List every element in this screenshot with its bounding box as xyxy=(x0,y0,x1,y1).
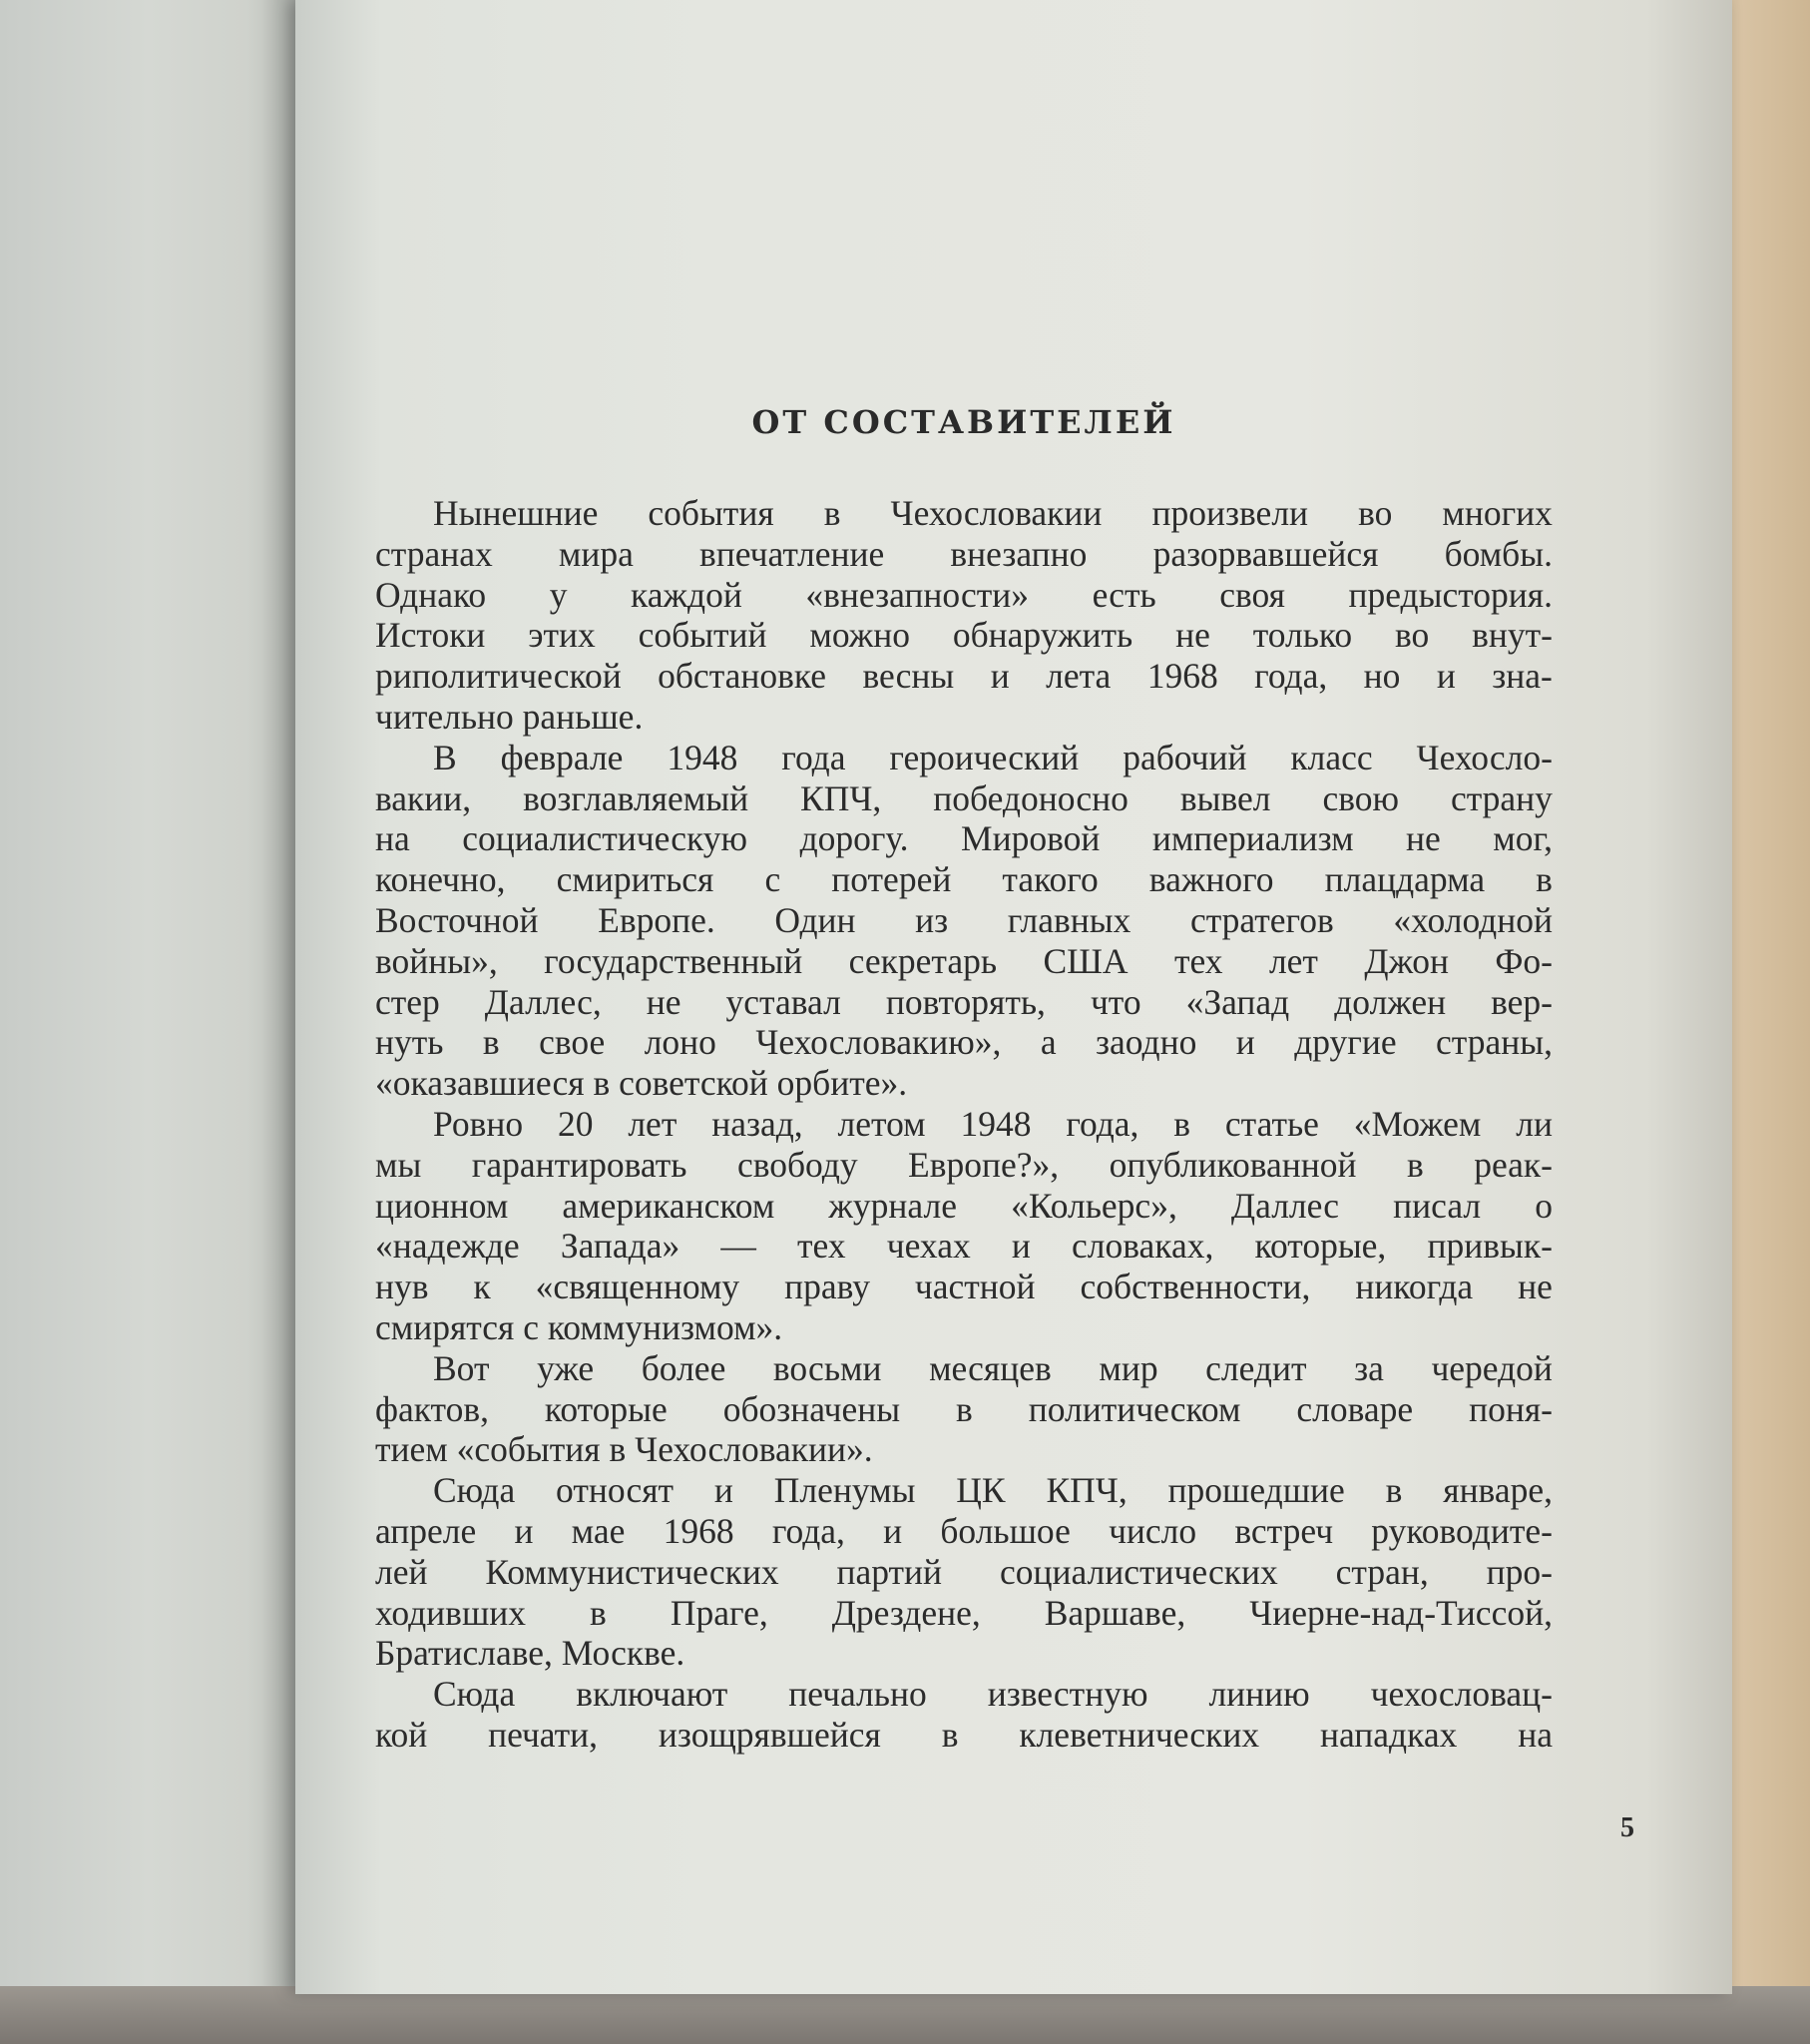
page-bottom-edge xyxy=(0,1986,1810,2044)
text-line: ходивших в Праге, Дрездене, Варшаве, Чиерне-над-Тиссой, xyxy=(375,1592,1553,1633)
text-line: вакии, возглавляемый КПЧ, победоносно вывел свою страну xyxy=(375,777,1553,818)
body-text xyxy=(375,493,1553,1756)
paragraph xyxy=(375,738,1553,1104)
text-line: нув к «священному праву частной собственности, никогда не xyxy=(375,1267,1553,1307)
text-line: нуть в свое лоно Чехословакию», а заодно и другие страны, xyxy=(375,1022,1553,1063)
text-line: кой печати, изощрявшейся в клеветнических нападках на xyxy=(375,1714,1553,1755)
text-line: смирятся с коммунизмом». xyxy=(375,1306,783,1347)
book-page xyxy=(295,0,1732,1994)
text-line: фактов, которые обозначены в политическом словаре поня- xyxy=(375,1388,1553,1429)
paragraph xyxy=(375,1104,1553,1348)
text-line: Однако у каждой «внезапности» есть своя предыстория. xyxy=(375,574,1553,615)
text-line: В феврале 1948 года героический рабочий класс Чехосло- xyxy=(433,737,1553,777)
text-line: апреле и мае 1968 года, и большое число встреч руководите- xyxy=(375,1510,1553,1551)
text-line: странах мира впечатление внезапно разорвавшейся бомбы. xyxy=(375,533,1553,574)
paragraph xyxy=(375,1674,1553,1756)
page-content xyxy=(375,0,1634,1994)
text-line: «оказавшиеся в советской орбите». xyxy=(375,1063,908,1104)
text-line: Истоки этих событий можно обнаружить не только во внут- xyxy=(375,615,1553,656)
text-line: чительно раньше. xyxy=(375,696,644,737)
text-line: мы гарантировать свободу Европе?», опубликованной в реак- xyxy=(375,1144,1553,1185)
text-line: Вот уже более восьми месяцев мир следит за чередой xyxy=(433,1347,1553,1388)
section-heading: ОТ СОСТАВИТЕЛЕЙ xyxy=(751,403,1176,441)
text-line: конечно, смириться с потерей такого важного плацдарма в xyxy=(375,859,1553,900)
paragraph xyxy=(375,1470,1553,1674)
text-line: Братиславе, Москве. xyxy=(375,1633,685,1674)
text-line: войны», государственный секретарь США тех лет Джон Фо- xyxy=(375,940,1553,981)
text-line: Ровно 20 лет назад, летом 1948 года, в статье «Можем ли xyxy=(433,1103,1553,1144)
text-line: ционном американском журнале «Кольерс», Даллес писал о xyxy=(375,1185,1553,1226)
text-line: Сюда включают печально известную линию чехословац- xyxy=(433,1674,1553,1715)
paragraph xyxy=(375,1348,1553,1470)
text-line: риполитической обстановке весны и лета 1968 года, но и зна- xyxy=(375,656,1553,697)
text-line: Восточной Европе. Один из главных стратегов «холодной xyxy=(375,899,1553,940)
text-line: на социалистическую дорогу. Мировой империализм не мог, xyxy=(375,818,1553,859)
paragraph xyxy=(375,493,1553,738)
text-line: Нынешние события в Чехословакии произвели во многих xyxy=(433,493,1553,533)
text-line: лей Коммунистических партий социалистических стран, про- xyxy=(375,1551,1553,1592)
page-number: 5 xyxy=(1620,1812,1634,1843)
text-line: тием «события в Чехословакии». xyxy=(375,1429,873,1470)
text-line: стер Даллес, не уставал повторять, что «Запад должен вер- xyxy=(375,981,1553,1022)
text-line: Сюда относят и Пленумы ЦК КПЧ, прошедшие в январе, xyxy=(433,1470,1553,1511)
text-line: «надежде Запада» — тех чехах и словаках, которые, привык- xyxy=(375,1226,1553,1267)
